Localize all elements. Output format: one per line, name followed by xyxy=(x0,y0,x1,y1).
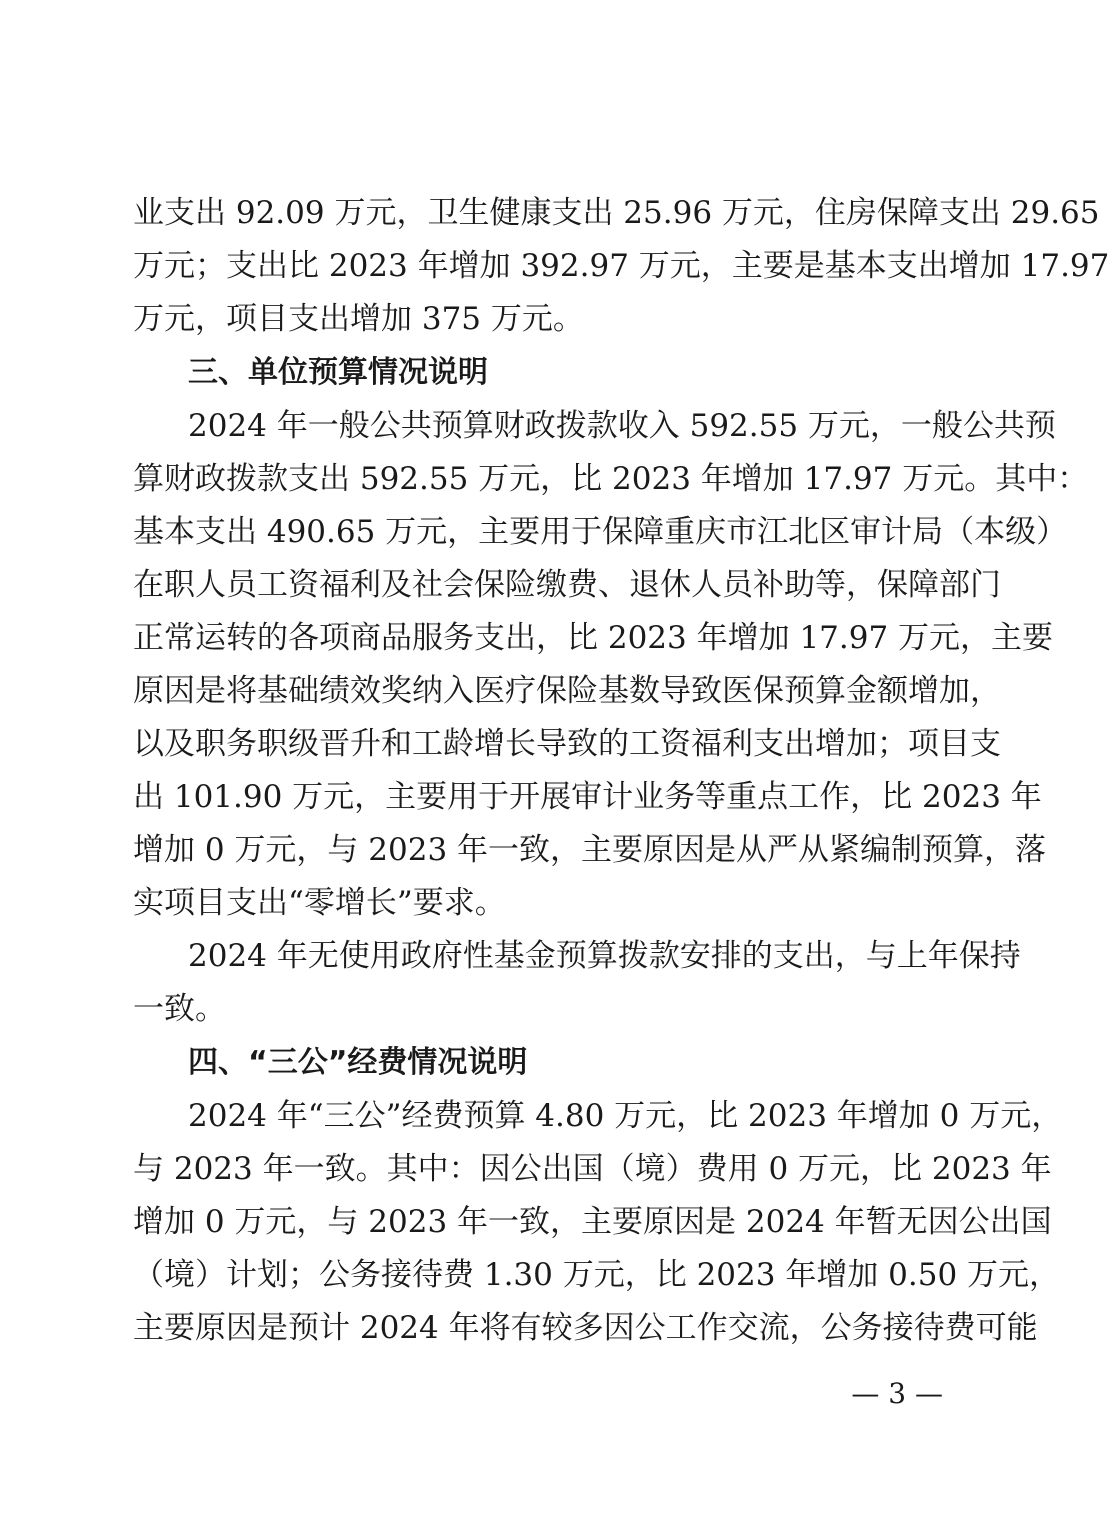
body-line: 一致。 xyxy=(133,991,226,1027)
page-number: — 3 — xyxy=(851,1377,943,1410)
body-line: 实项目支出“零增长”要求。 xyxy=(133,885,506,921)
body-line: 基本支出 490.65 万元，主要用于保障重庆市江北区审计局（本级） xyxy=(133,514,1068,550)
body-line: 业支出 92.09 万元，卫生健康支出 25.96 万元，住房保障支出 29.65 xyxy=(133,195,1100,231)
body-line: （境）计划；公务接待费 1.30 万元，比 2023 年增加 0.50 万元， xyxy=(133,1257,1061,1293)
section-heading-4: 四、“三公”经费情况说明 xyxy=(188,1045,528,1080)
body-line: 万元，项目支出增加 375 万元。 xyxy=(133,301,584,337)
body-line: 出 101.90 万元，主要用于开展审计业务等重点工作，比 2023 年 xyxy=(133,779,1042,815)
body-line: 2024 年无使用政府性基金预算拨款安排的支出，与上年保持 xyxy=(188,938,1021,974)
body-line: 增加 0 万元，与 2023 年一致，主要原因是 2024 年暂无因公出国 xyxy=(133,1204,1052,1240)
body-line: 在职人员工资福利及社会保险缴费、退休人员补助等，保障部门 xyxy=(133,567,1001,603)
body-line: 2024 年一般公共预算财政拨款收入 592.55 万元，一般公共预 xyxy=(188,408,1056,444)
body-line: 原因是将基础绩效奖纳入医疗保险基数导致医保预算金额增加， xyxy=(133,673,1001,709)
body-line: 主要原因是预计 2024 年将有较多因公工作交流，公务接待费可能 xyxy=(133,1310,1038,1346)
body-line: 2024 年“三公”经费预算 4.80 万元，比 2023 年增加 0 万元， xyxy=(188,1098,1063,1134)
body-line: 以及职务职级晋升和工龄增长导致的工资福利支出增加；项目支 xyxy=(133,726,1001,762)
section-heading-3: 三、单位预算情况说明 xyxy=(188,355,488,390)
body-line: 万元；支出比 2023 年增加 392.97 万元，主要是基本支出增加 17.97 xyxy=(133,248,1109,284)
body-line: 算财政拨款支出 592.55 万元，比 2023 年增加 17.97 万元。其中： xyxy=(133,461,1089,497)
body-line: 与 2023 年一致。其中：因公出国（境）费用 0 万元，比 2023 年 xyxy=(133,1151,1052,1187)
body-line: 正常运转的各项商品服务支出，比 2023 年增加 17.97 万元，主要 xyxy=(133,620,1054,656)
body-line: 增加 0 万元，与 2023 年一致，主要原因是从严从紧编制预算，落 xyxy=(133,832,1047,868)
